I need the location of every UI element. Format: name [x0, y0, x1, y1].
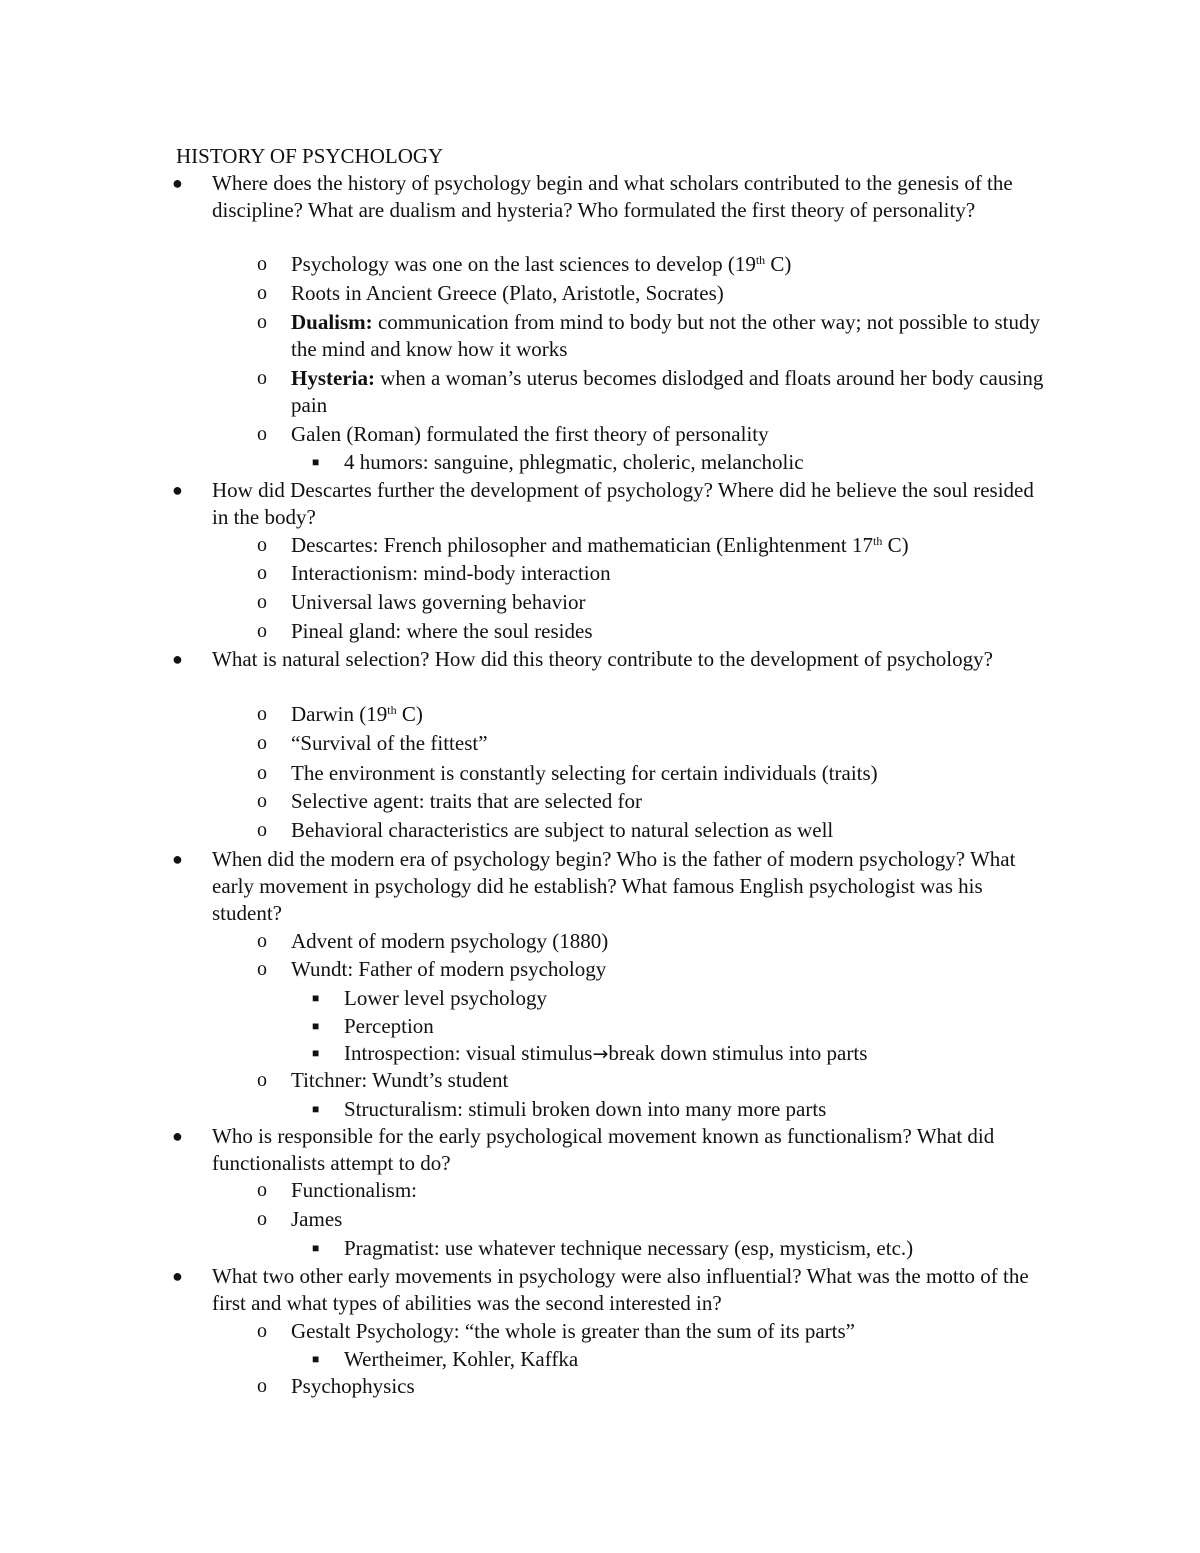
answer-item [257, 817, 1051, 844]
answer-text: Behavioral characteristics are subject to natural selection as well [291, 818, 834, 842]
square-bullet-icon: ■ [312, 1102, 320, 1116]
circle-bullet-icon: o [257, 534, 267, 556]
answer-item [257, 251, 1051, 278]
detail-item [312, 1235, 1064, 1262]
question-text: Who is responsible for the early psychological movement known as functionalism? What did functionalists attempt to do? [212, 1124, 995, 1175]
superscript: th [387, 703, 397, 717]
detail-item [312, 1346, 1064, 1373]
answer-text: Gestalt Psychology: “the whole is greater than the sum of its parts” [291, 1319, 855, 1343]
answer-text: when a woman’s uterus becomes dislodged and floats around her body causing pain [291, 366, 1044, 417]
answer-item [257, 730, 1051, 757]
bullet-icon: ● [172, 849, 183, 869]
answer-item [257, 1373, 1051, 1400]
detail-item [312, 449, 1064, 476]
answer-item [257, 1206, 1051, 1233]
answer-text: C) [396, 702, 423, 726]
answer-item [257, 560, 1051, 587]
answer-text: The environment is constantly selecting for certain individuals (traits) [291, 761, 878, 785]
circle-bullet-icon: o [257, 1320, 267, 1342]
answer-text: Titchner: Wundt’s student [291, 1068, 509, 1092]
bullet-icon: ● [172, 1126, 183, 1146]
bullet-icon: ● [172, 480, 183, 500]
circle-bullet-icon: o [257, 930, 267, 952]
circle-bullet-icon: o [257, 790, 267, 812]
circle-bullet-icon: o [257, 282, 267, 304]
answer-item [257, 760, 1051, 787]
term-dualism: Dualism: [291, 310, 373, 334]
question-item [172, 646, 1042, 673]
circle-bullet-icon: o [257, 367, 267, 389]
square-bullet-icon: ■ [312, 1241, 320, 1255]
circle-bullet-icon: o [257, 703, 267, 725]
answer-text: C) [882, 533, 909, 557]
question-text: When did the modern era of psychology begin? Who is the father of modern psychology? What early movement in psychology did he establish? What famous English psychologist was his student? [212, 847, 1016, 925]
answer-text: Psychophysics [291, 1374, 415, 1398]
circle-bullet-icon: o [257, 311, 267, 333]
bullet-icon: ● [172, 649, 183, 669]
detail-text: break down stimulus into parts [608, 1041, 868, 1065]
page-title: HISTORY OF PSYCHOLOGY [176, 144, 444, 168]
circle-bullet-icon: o [257, 819, 267, 841]
question-text: What is natural selection? How did this theory contribute to the development of psychology? [212, 647, 993, 671]
circle-bullet-icon: o [257, 620, 267, 642]
detail-text: Pragmatist: use whatever technique necessary (esp, mysticism, etc.) [344, 1236, 914, 1260]
square-bullet-icon: ■ [312, 455, 320, 469]
answer-item [257, 1318, 1051, 1345]
circle-bullet-icon: o [257, 958, 267, 980]
circle-bullet-icon: o [257, 732, 267, 754]
answer-text: Psychology was one on the last sciences to develop (19 [291, 252, 756, 276]
circle-bullet-icon: o [257, 1069, 267, 1091]
detail-text: Wertheimer, Kohler, Kaffka [344, 1347, 579, 1371]
answer-text: Darwin (19 [291, 702, 388, 726]
term-hysteria: Hysteria: [291, 366, 375, 390]
arrow-right-icon: → [592, 1043, 609, 1065]
circle-bullet-icon: o [257, 423, 267, 445]
answer-item [257, 928, 1051, 955]
detail-text: Structuralism: stimuli broken down into many more parts [344, 1097, 827, 1121]
answer-item [257, 421, 1051, 448]
question-text: What two other early movements in psychology were also influential? What was the motto of the first and what types of abilities was the second interested in? [212, 1264, 1029, 1315]
circle-bullet-icon: o [257, 1179, 267, 1201]
superscript: th [755, 253, 766, 267]
answer-text: Wundt: Father of modern psychology [291, 957, 607, 981]
answer-item [257, 618, 1051, 645]
circle-bullet-icon: o [257, 591, 267, 613]
square-bullet-icon: ■ [312, 1046, 320, 1060]
answer-text: Interactionism: mind-body interaction [291, 561, 611, 585]
detail-text: Lower level psychology [344, 986, 547, 1010]
bullet-icon: ● [172, 1266, 183, 1286]
superscript: th [873, 534, 883, 548]
circle-bullet-icon: o [257, 1208, 267, 1230]
answer-text: Advent of modern psychology (1880) [291, 929, 609, 953]
answer-item [257, 280, 1051, 307]
circle-bullet-icon: o [257, 762, 267, 784]
answer-text: Functionalism: [291, 1178, 417, 1202]
answer-text: “Survival of the fittest” [291, 731, 488, 755]
answer-item [257, 532, 1051, 559]
square-bullet-icon: ■ [312, 991, 320, 1005]
detail-item [312, 1013, 1064, 1040]
answer-text: Pineal gland: where the soul resides [291, 619, 593, 643]
detail-text: 4 humors: sanguine, phlegmatic, choleric, melancholic [344, 450, 804, 474]
circle-bullet-icon: o [257, 562, 267, 584]
answer-item [257, 365, 1051, 419]
answer-text: Descartes: French philosopher and mathematician (Enlightenment 17 [291, 533, 873, 557]
answer-text: communication from mind to body but not the other way; not possible to study the mind and know how it works [291, 310, 1040, 361]
detail-item [312, 1040, 1064, 1068]
question-text: Where does the history of psychology begin and what scholars contributed to the genesis of the discipline? What are dualism and hysteria? Who formulated the first theory of personality? [212, 171, 1013, 222]
answer-item [257, 701, 1051, 728]
answer-item [257, 956, 1051, 983]
question-item [172, 477, 1042, 531]
question-item [172, 846, 1042, 927]
detail-text: Perception [344, 1014, 434, 1038]
answer-item [257, 1177, 1051, 1204]
detail-item [312, 985, 1064, 1012]
answer-text: Universal laws governing behavior [291, 590, 586, 614]
detail-text: Introspection: visual stimulus [344, 1041, 593, 1065]
question-item [172, 1123, 1042, 1177]
detail-item [312, 1096, 1064, 1123]
answer-item [257, 589, 1051, 616]
circle-bullet-icon: o [257, 253, 267, 275]
answer-item [257, 1067, 1051, 1094]
answer-text: C) [765, 252, 792, 276]
circle-bullet-icon: o [257, 1375, 267, 1397]
square-bullet-icon: ■ [312, 1019, 320, 1033]
answer-text: James [291, 1207, 343, 1231]
answer-text: Selective agent: traits that are selected for [291, 789, 643, 813]
bullet-icon: ● [172, 173, 183, 193]
question-text: How did Descartes further the development of psychology? Where did he believe the soul resided in the body? [212, 478, 1034, 529]
question-item [172, 1263, 1042, 1317]
question-item [172, 170, 1042, 224]
answer-text: Roots in Ancient Greece (Plato, Aristotle, Socrates) [291, 281, 724, 305]
answer-item [257, 309, 1051, 363]
answer-text: Galen (Roman) formulated the first theory of personality [291, 422, 769, 446]
square-bullet-icon: ■ [312, 1352, 320, 1366]
answer-item [257, 788, 1051, 815]
